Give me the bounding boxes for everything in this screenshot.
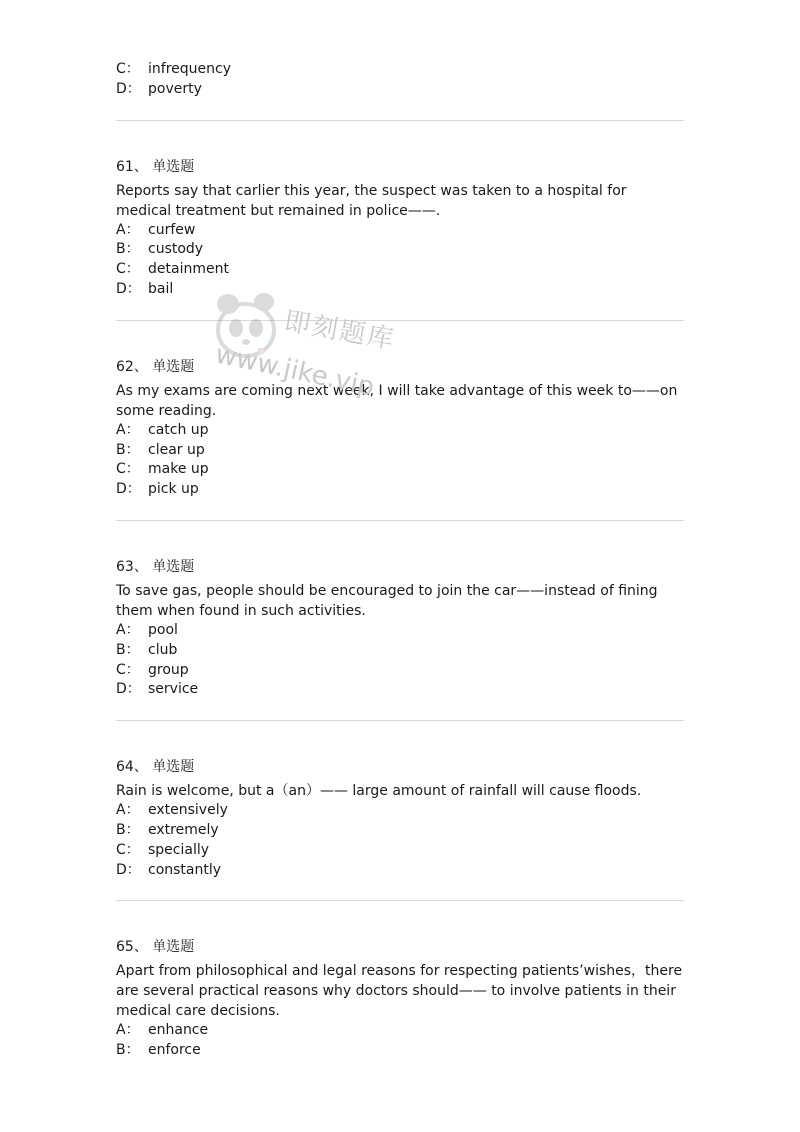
option-letter: D：	[116, 681, 141, 698]
divider	[116, 520, 684, 521]
option-text: poverty	[148, 80, 202, 97]
question-64	[116, 757, 684, 880]
option-text: extremely	[148, 821, 219, 838]
question-text: To save gas, people should be encouraged to join the car——instead of fining them when found in such activities.	[116, 582, 658, 619]
question-63	[116, 557, 684, 700]
option-a[interactable]	[116, 801, 684, 821]
divider	[116, 720, 684, 721]
option-text: constantly	[148, 861, 222, 878]
option-a[interactable]	[116, 421, 684, 441]
option-text: service	[148, 681, 199, 698]
option-letter: A：	[116, 1022, 140, 1039]
option-text: catch up	[148, 421, 209, 438]
question-text: Apart from philosophical and legal reasons for respecting patients’wishes，there are several practical reasons why doctors should—— to involve patients in their medical care decisions.	[116, 963, 683, 1020]
option-letter: A：	[116, 621, 140, 638]
option-text: pick up	[148, 481, 199, 498]
option-letter: B：	[116, 441, 140, 458]
option-text: custody	[148, 241, 204, 258]
question-number: 62、	[116, 358, 148, 375]
option-b[interactable]	[116, 240, 684, 260]
option-letter: B：	[116, 641, 140, 658]
question-number: 63、	[116, 558, 148, 575]
question-type: 单选题	[152, 939, 195, 956]
option-d[interactable]	[116, 861, 684, 881]
divider	[116, 120, 684, 121]
option-b[interactable]	[116, 441, 684, 461]
option-a[interactable]	[116, 621, 684, 641]
question-header	[116, 157, 684, 177]
option-letter: D：	[116, 80, 141, 97]
question-number: 65、	[116, 939, 148, 956]
question-type: 单选题	[152, 158, 195, 175]
question-header	[116, 557, 684, 577]
option-letter: D：	[116, 861, 141, 878]
option-text: extensively	[148, 802, 228, 819]
option-text: club	[148, 641, 178, 658]
question-text: Rain is welcome, but a（an）—— large amount of rainfall will cause floods.	[116, 783, 642, 800]
option-letter: A：	[116, 221, 140, 238]
option-text: clear up	[148, 441, 205, 458]
question-type: 单选题	[152, 759, 195, 776]
option-c[interactable]	[116, 260, 684, 280]
question-type: 单选题	[152, 558, 195, 575]
option-b[interactable]	[116, 641, 684, 661]
question-number: 64、	[116, 759, 148, 776]
option-letter: D：	[116, 280, 141, 297]
question-header	[116, 937, 684, 957]
option-a[interactable]	[116, 221, 684, 241]
option-letter: C：	[116, 661, 140, 678]
option-letter: A：	[116, 802, 140, 819]
question-type: 单选题	[152, 358, 195, 375]
question-header	[116, 757, 684, 777]
prev-question-options	[116, 60, 684, 100]
option-letter: A：	[116, 421, 140, 438]
option-letter: B：	[116, 241, 140, 258]
option-text: detainment	[148, 261, 229, 278]
question-text: Reports say that carlier this year, the suspect was taken to a hospital for medical treatment but remained in police——.	[116, 182, 627, 219]
option-letter: C：	[116, 61, 140, 77]
watermark	[212, 290, 417, 420]
question-65	[116, 937, 684, 1061]
option-text: group	[148, 661, 189, 678]
option-text: make up	[148, 461, 209, 478]
option-b[interactable]	[116, 1041, 684, 1061]
option-text: bail	[148, 280, 174, 297]
question-number: 61、	[116, 158, 148, 175]
option-text: enforce	[148, 1042, 201, 1059]
question-page	[116, 60, 684, 1061]
option-text: curfew	[148, 221, 196, 238]
option-letter: C：	[116, 461, 140, 478]
option-row	[116, 60, 684, 80]
divider	[116, 900, 684, 901]
option-letter: D：	[116, 481, 141, 498]
option-letter: C：	[116, 261, 140, 278]
option-d[interactable]	[116, 680, 684, 700]
option-c[interactable]	[116, 460, 684, 480]
question-text: As my exams are coming next week, I will take advantage of this week to——on some reading.	[116, 382, 678, 419]
option-c[interactable]	[116, 841, 684, 861]
option-text: pool	[148, 621, 178, 638]
option-row	[116, 80, 684, 100]
watermark-name: 即刻题库	[281, 306, 398, 356]
option-d[interactable]	[116, 480, 684, 500]
watermark-url: www.jike.vip	[212, 339, 377, 403]
option-a[interactable]	[116, 1021, 684, 1041]
option-text: infrequency	[148, 61, 231, 77]
option-letter: B：	[116, 821, 140, 838]
option-letter: B：	[116, 1042, 140, 1059]
option-text: specially	[148, 841, 210, 858]
option-letter: C：	[116, 841, 140, 858]
option-b[interactable]	[116, 821, 684, 841]
question-61	[116, 157, 684, 300]
option-c[interactable]	[116, 661, 684, 681]
option-text: enhance	[148, 1022, 209, 1039]
